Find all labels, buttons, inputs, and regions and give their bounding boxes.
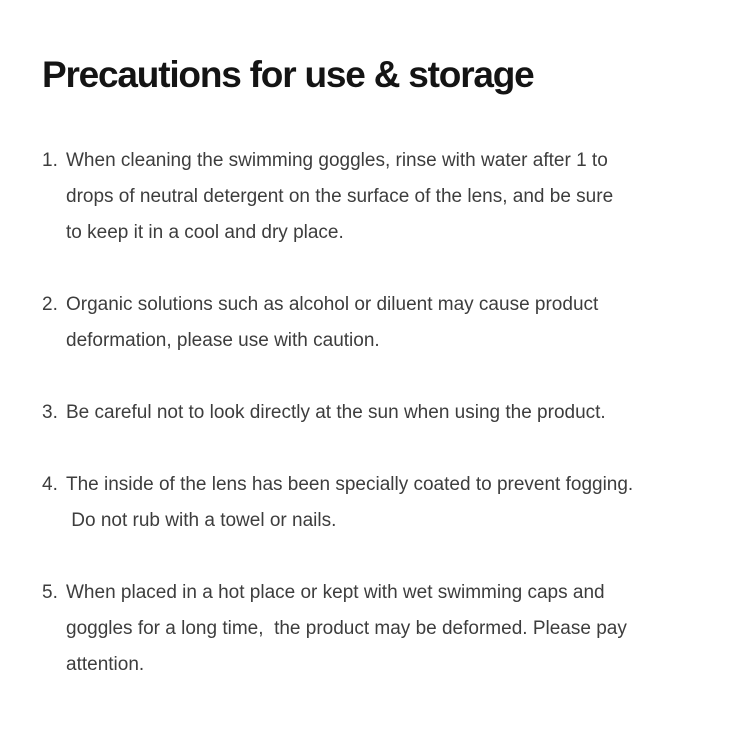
- list-item-number: 4.: [42, 473, 58, 495]
- list-item-number: 1.: [42, 149, 58, 171]
- list-item-text: The inside of the lens has been specially coated to prevent fogging. Do not rub with a towel or nails.: [66, 473, 634, 531]
- page-title: Precautions for use & storage: [42, 54, 534, 95]
- list-item: [42, 575, 716, 683]
- list-item-number: 2.: [42, 293, 58, 315]
- list-item-text: When cleaning the swimming goggles, rinse with water after 1 to drops of neutral detergent on the surface of the lens, and be sure to keep it in a cool and dry place.: [66, 149, 614, 243]
- list-item-text: Organic solutions such as alcohol or diluent may cause product deformation, please use with caution.: [66, 293, 599, 351]
- list-item: [42, 467, 716, 539]
- list-item-number: 3.: [42, 401, 58, 423]
- list-item: [42, 287, 716, 359]
- list-item-number: 5.: [42, 581, 58, 603]
- list-item: [42, 395, 716, 431]
- list-item-text: When placed in a hot place or kept with wet swimming caps and goggles for a long time, the product may be deformed. Please pay attention.: [66, 581, 627, 675]
- list-item: [42, 143, 716, 251]
- list-item-text: Be careful not to look directly at the sun when using the product.: [66, 401, 606, 423]
- precautions-list: [42, 143, 716, 683]
